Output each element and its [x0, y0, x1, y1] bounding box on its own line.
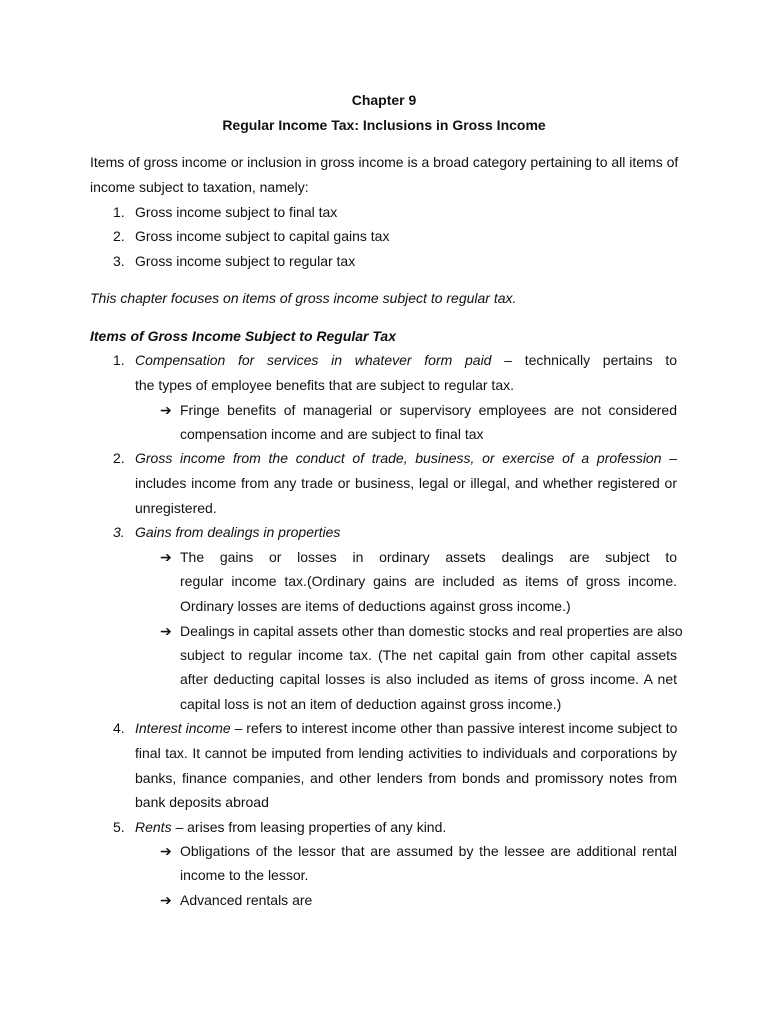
item-2-line-3: unregistered. [135, 500, 217, 516]
sub-bullet-line: regular income tax.(Ordinary gains are included as items of gross income. [180, 573, 677, 589]
list-item: Gross income subject to capital gains tax [135, 228, 390, 244]
list-number: 2. [113, 228, 125, 244]
list-number: 1. [113, 204, 125, 220]
item-number: 4. [113, 720, 125, 736]
item-4-line-3: banks, finance companies, and other lenders from bonds and promissory notes from [135, 770, 677, 786]
sub-bullet-line: capital loss is not an item of deduction against gross income.) [180, 696, 562, 712]
sub-bullet-line: compensation income and are subject to final tax [180, 426, 484, 442]
sub-bullet-line: Advanced rentals are [180, 892, 313, 908]
item-number: 2. [113, 450, 125, 466]
item-text: – arises from leasing properties of any kind. [171, 819, 447, 835]
sub-bullet-line: income to the lessor. [180, 867, 309, 883]
item-2-line-2: includes income from any trade or business, legal or illegal, and whether registered or [135, 475, 677, 491]
arrow-icon: ➔ [160, 402, 172, 418]
item-term: Compensation for services in whatever form paid [135, 352, 492, 368]
sub-bullet-line: Obligations of the lessor that are assumed by the lessee are additional rental [180, 843, 677, 859]
arrow-icon: ➔ [160, 623, 172, 639]
item-number: 3. [113, 524, 125, 540]
list-number: 3. [113, 253, 125, 269]
sub-bullet-line: after deducting capital losses is also included as items of gross income. A net [180, 671, 677, 687]
item-1-line-2: the types of employee benefits that are subject to regular tax. [135, 377, 514, 393]
item-5-line-1 [135, 815, 677, 840]
item-4-line-4: bank deposits abroad [135, 794, 269, 810]
sub-bullet-line: The gains or losses in ordinary assets dealings are subject to [180, 549, 677, 565]
focus-note: This chapter focuses on items of gross income subject to regular tax. [90, 290, 517, 306]
list-item: Gross income subject to final tax [135, 204, 338, 220]
item-text: – [661, 450, 677, 466]
item-1-line-1 [135, 348, 677, 373]
item-term: Interest income [135, 720, 231, 736]
item-2-line-1 [135, 446, 677, 471]
item-4-line-2: final tax. It cannot be imputed from lending activities to individuals and corporations by [135, 745, 677, 761]
sub-bullet-line: Dealings in capital assets other than domestic stocks and real properties are also [180, 623, 683, 639]
chapter-label: Chapter 9 [351, 92, 417, 108]
item-term: Rents [135, 819, 172, 835]
item-number: 5. [113, 819, 125, 835]
arrow-icon: ➔ [160, 549, 172, 565]
item-term: Gains from dealings in properties [135, 524, 341, 540]
arrow-icon: ➔ [160, 892, 172, 908]
item-4-line-1 [135, 716, 677, 741]
item-number: 1. [113, 352, 125, 368]
intro-line-1: Items of gross income or inclusion in gross income is a broad category pertaining to all items of [90, 154, 679, 170]
sub-bullet-line: Ordinary losses are items of deductions against gross income.) [180, 598, 571, 614]
sub-bullet-line: subject to regular income tax. (The net capital gain from other capital assets [180, 647, 677, 663]
item-text: – technically pertains to [491, 352, 677, 368]
arrow-icon: ➔ [160, 843, 172, 859]
section-heading: Items of Gross Income Subject to Regular Tax [90, 328, 396, 344]
item-term: Gross income from the conduct of trade, business, or exercise of a profession [135, 450, 662, 466]
chapter-title: Regular Income Tax: Inclusions in Gross Income [222, 117, 546, 133]
sub-bullet-line: Fringe benefits of managerial or supervisory employees are not considered [180, 402, 677, 418]
list-item: Gross income subject to regular tax [135, 253, 356, 269]
intro-line-2: income subject to taxation, namely: [90, 179, 309, 195]
item-text: – refers to interest income other than passive interest income subject to [230, 720, 678, 736]
